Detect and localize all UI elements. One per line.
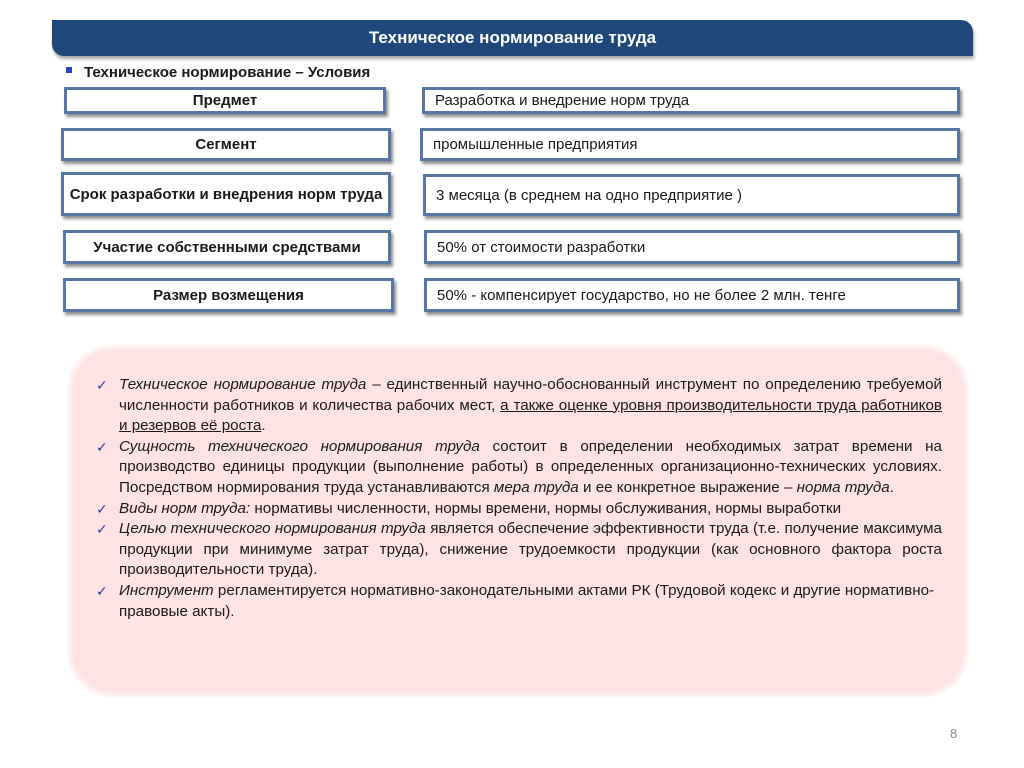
condition-value-subject: Разработка и внедрение норм труда (422, 87, 960, 114)
page-number: 8 (950, 726, 958, 741)
check-mark-icon: ✓ (96, 500, 108, 517)
slide-title: Техническое нормирование труда (52, 20, 973, 56)
condition-label-subject: Предмет (64, 87, 386, 114)
condition-value-participation: 50% от стоимости разработки (424, 230, 960, 264)
section-heading-text: Техническое нормирование – Условия (84, 63, 371, 81)
condition-label-segment: Сегмент (61, 128, 391, 161)
square-bullet-icon (66, 67, 72, 73)
check-mark-icon: ✓ (96, 521, 108, 538)
list-item: ✓ Виды норм труда: нормативы численности, нормы времени, нормы обслуживания, нормы выработки (96, 499, 942, 520)
condition-label-duration: Срок разработки и внедрения норм труда (61, 172, 391, 216)
list-item: ✓ Целью технического нормирования труда является обеспечение эффективности труда (т.е. получение максимума продукции при минимуме затрат труда), снижение трудоемкости продукции (как основного фактора роста производительности труда). (96, 520, 942, 579)
section-heading (66, 62, 370, 82)
check-mark-icon: ✓ (96, 377, 108, 393)
list-item: ✓ Сущность технического нормирования труда состоит в определении необходимых затрат времени на производство единицы продукции (выполнение работы) в определенных организационно-технических условиях. Посредством нормирования труда устанавливаются мера труда и ее конкретное выражение – норма труда. (96, 437, 943, 496)
check-mark-icon: ✓ (96, 582, 108, 599)
condition-value-segment: промышленные предприятия (420, 128, 960, 161)
check-mark-icon: ✓ (96, 438, 108, 455)
condition-label-participation: Участие собственными средствами (63, 230, 391, 264)
list-item: ✓ Инструмент регламентируется нормативно-законодательными актами РК (Трудовой кодекс и другие нормативно-правовые акты). (96, 581, 935, 620)
notes-list (96, 375, 942, 622)
list-item: ✓ Техническое нормирование труда – единственный научно-обоснованный инструмент по определению требуемой численности работников и количества рабочих мест, а также оценке уровня производительности труда работников и резервов её роста. (96, 376, 942, 435)
condition-value-compensation: 50% - компенсирует государство, но не более 2 млн. тенге (424, 278, 960, 312)
condition-value-duration: 3 месяца (в среднем на одно предприятие ) (423, 174, 960, 216)
condition-label-compensation: Размер возмещения (63, 278, 394, 312)
